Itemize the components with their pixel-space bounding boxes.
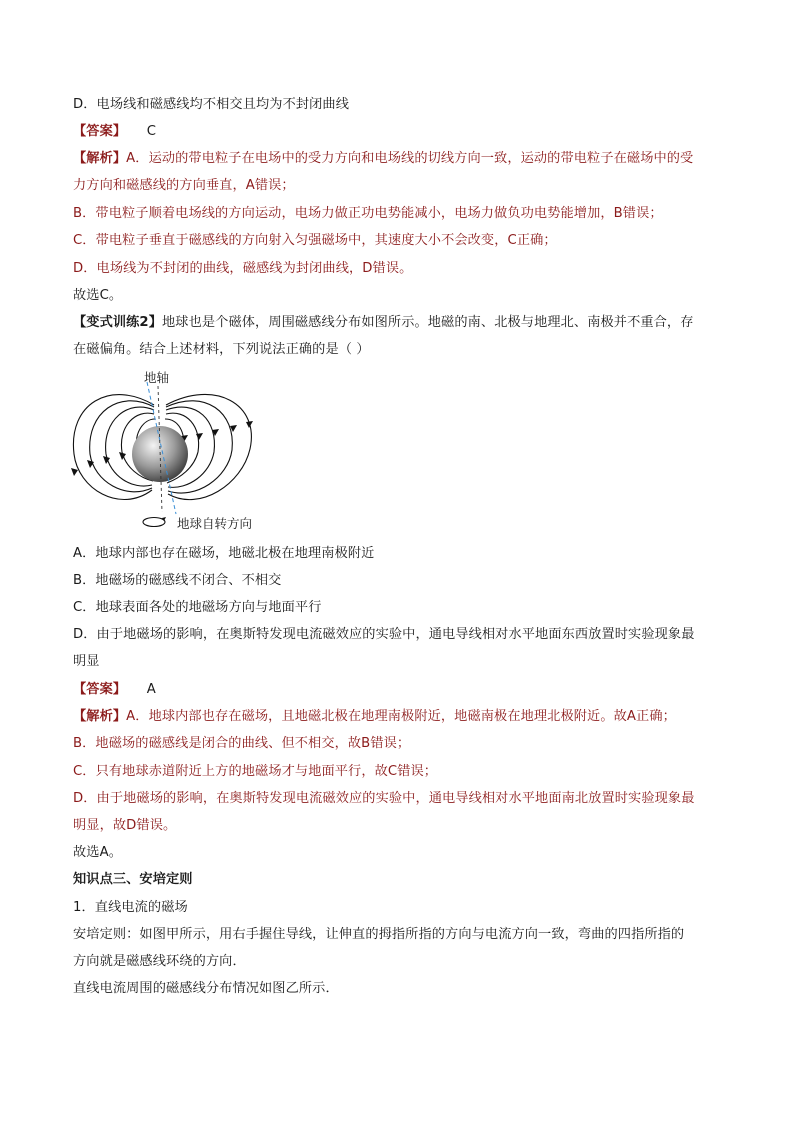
q2-answer-tag: 【答案】 — [73, 682, 127, 697]
q2-analysis-d-line2: 明显，故D错误。 — [73, 818, 177, 833]
q2-answer-row — [73, 681, 156, 699]
q1-analysis-b: B．带电粒子顺着电场线的方向运动，电场力做正功电势能减小，电场力做负功电势能增加，B错误； — [73, 206, 663, 221]
section-para-line1: 安培定则：如图甲所示，用右手握住导线，让伸直的拇指所指的方向与电流方向一致，弯曲的四指所指的 — [73, 927, 685, 942]
earth-magnetic-field-figure — [70, 364, 280, 534]
q2-analysis-a — [73, 708, 676, 726]
q2-analysis-d-line1: D．由于地磁场的影响，在奥斯特发现电流磁效应的实验中，通电导线相对水平地面南北放置时实验现象最 — [73, 791, 695, 806]
q2-stem-text: 地球也是个磁体，周围磁感线分布如图所示。地磁的南、北极与地理北、南极并不重合，存 — [162, 315, 694, 330]
q1-answer-value: C — [146, 124, 157, 139]
q1-answer-tag: 【答案】 — [73, 124, 127, 139]
q1-option-d: D．电场线和磁感线均不相交且均为不封闭曲线 — [73, 97, 350, 112]
q1-analysis-tag: 【解析】 — [73, 151, 127, 166]
q1-analysis-d: D．电场线为不封闭的曲线，磁感线为封闭曲线，D错误。 — [73, 261, 413, 276]
q1-analysis-a-text: A．运动的带电粒子在电场中的受力方向和电场线的切线方向一致，运动的带电粒子在磁场中的受 — [126, 151, 694, 166]
q2-analysis-c: C．只有地球赤道附近上方的地磁场才与地面平行，故C错误； — [73, 764, 438, 779]
q2-tag: 【变式训练2】 — [73, 315, 163, 330]
q1-analysis-c: C．带电粒子垂直于磁感线的方向射入匀强磁场中，其速度大小不会改变，C正确； — [73, 233, 557, 248]
q2-analysis-a-text: A．地球内部也存在磁场，且地磁北极在地理南极附近，地磁南极在地理北极附近。故A正确； — [126, 709, 676, 724]
q1-conclusion: 故选C。 — [73, 288, 123, 303]
q1-analysis-a-line1 — [73, 150, 693, 168]
q2-stem-line1 — [73, 314, 694, 332]
section-para-line3: 直线电流周围的磁感线分布情况如图乙所示． — [73, 981, 339, 996]
q2-option-c: C．地球表面各处的地磁场方向与地面平行 — [73, 600, 322, 615]
section-heading: 知识点三、安培定则 — [73, 872, 193, 887]
axis-label: 地轴 — [144, 370, 170, 385]
section-subheading: 1．直线电流的磁场 — [73, 900, 188, 915]
q2-option-d-line1: D．由于地磁场的影响，在奥斯特发现电流磁效应的实验中，通电导线相对水平地面东西放置时实验现象最 — [73, 627, 695, 642]
q2-stem-line2: 在磁偏角。结合上述材料，下列说法正确的是（ ） — [73, 342, 370, 357]
q2-answer-value: A — [146, 682, 156, 697]
q1-analysis-a-line2: 力方向和磁感线的方向垂直，A错误； — [73, 178, 295, 193]
rotation-label: 地球自转方向 — [177, 516, 253, 531]
q2-option-b: B．地磁场的磁感线不闭合、不相交 — [73, 573, 282, 588]
q2-option-a: A．地球内部也存在磁场，地磁北极在地理南极附近 — [73, 546, 375, 561]
rotation-ellipse — [143, 518, 165, 527]
q2-analysis-b: B．地磁场的磁感线是闭合的曲线、但不相交，故B错误； — [73, 736, 411, 751]
q2-option-d-line2: 明显 — [73, 654, 100, 669]
magnetic-field-diagram — [70, 364, 280, 534]
q1-answer-row — [73, 123, 156, 141]
q2-analysis-tag: 【解析】 — [73, 709, 127, 724]
q2-conclusion: 故选A。 — [73, 845, 122, 860]
section-para-line2: 方向就是磁感线环绕的方向． — [73, 954, 246, 969]
